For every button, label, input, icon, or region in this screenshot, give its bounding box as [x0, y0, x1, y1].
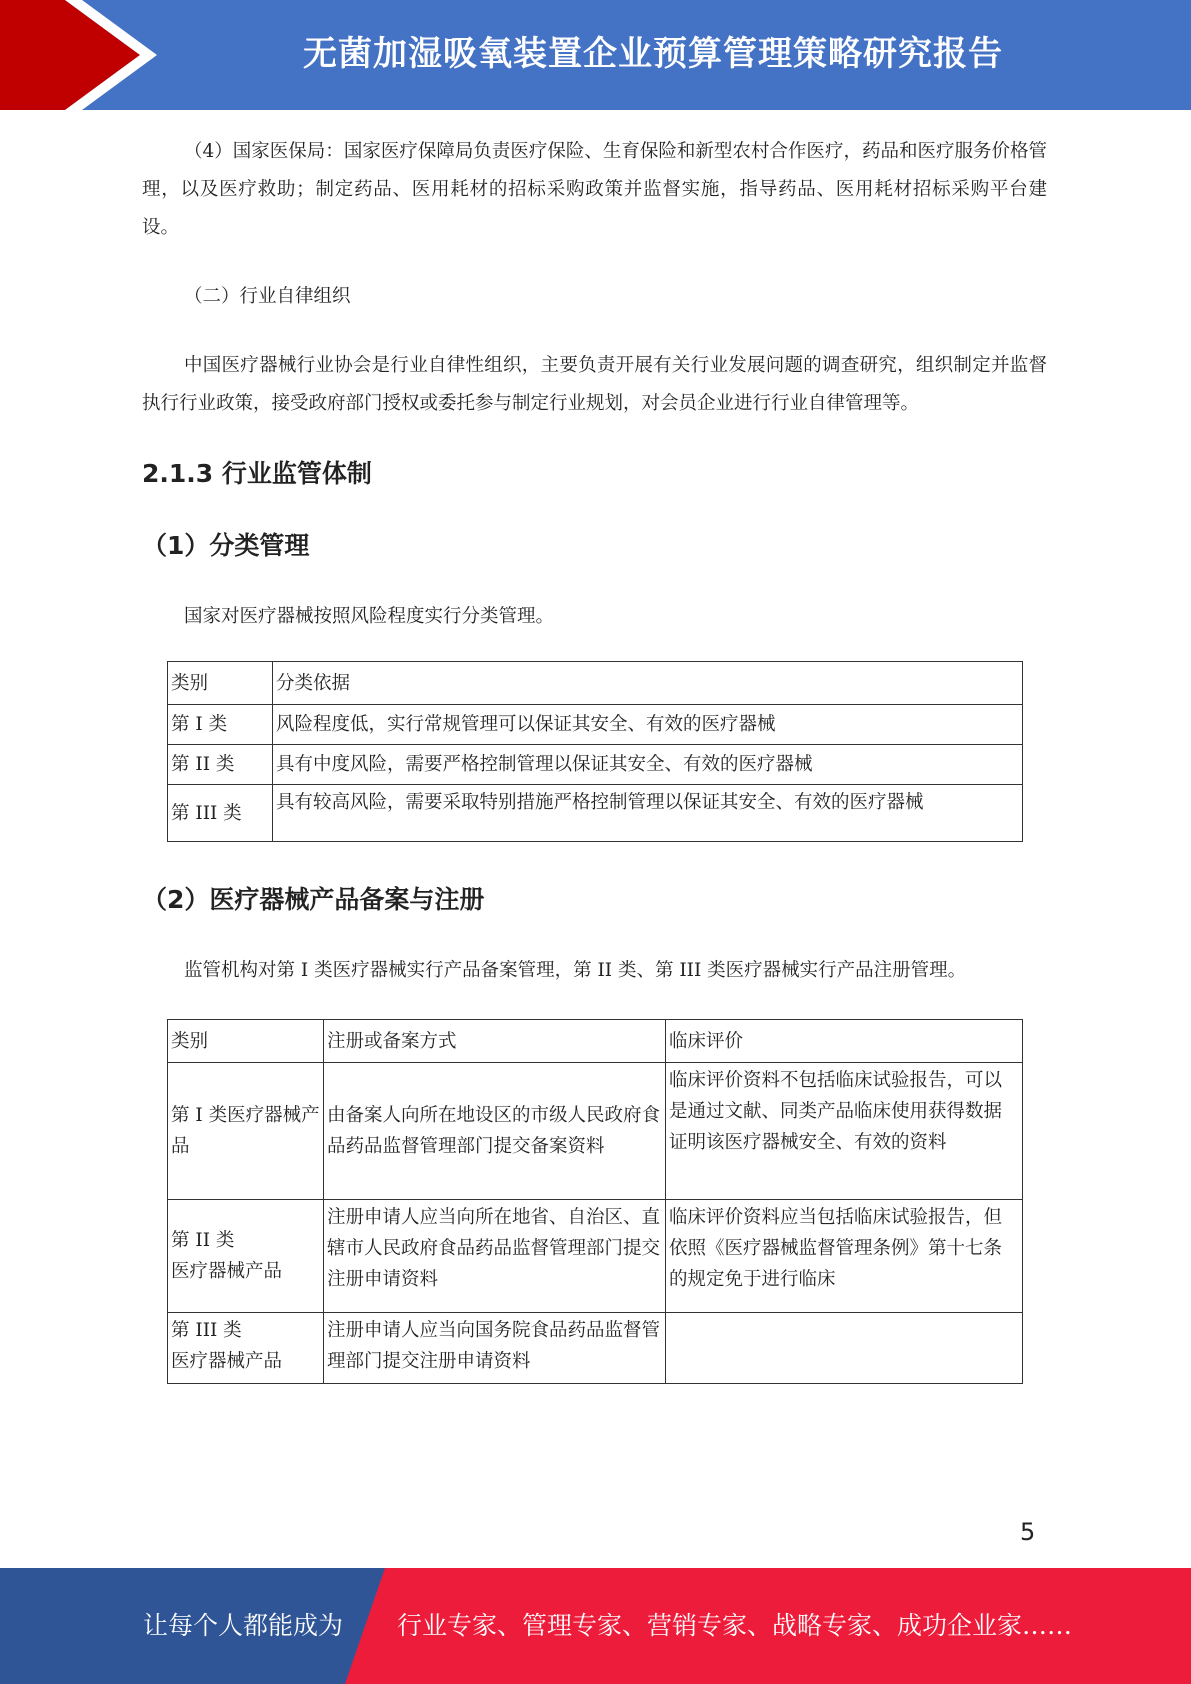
footer-slogan-left: 让每个人都能成为 [143, 1611, 344, 1640]
table-cell-class: 第 II 类 医疗器械产品 [168, 1200, 324, 1313]
table-row [168, 1063, 1023, 1200]
table-cell-clinical-evaluation: 临床评价资料不包括临床试验报告，可以是通过文献、同类产品临床使用获得数据证明该医疗器械安全、有效的资料 [666, 1063, 1023, 1200]
header-title: 无菌加湿吸氧装置企业预算管理策略研究报告 [303, 34, 1003, 74]
table-row [168, 1200, 1023, 1313]
header-chevron-decoration [0, 0, 160, 110]
registration-table [167, 1019, 1023, 1384]
table-cell-registration-method: 由备案人向所在地设区的市级人民政府食品药品监督管理部门提交备案资料 [324, 1063, 666, 1200]
table-row [168, 745, 1023, 785]
table-cell-class: 第 III 类 [168, 785, 273, 842]
table-row [168, 705, 1023, 745]
table-header-row [168, 1020, 1023, 1063]
table-header-cell: 分类依据 [273, 662, 1023, 705]
table-cell-class: 第 III 类 医疗器械产品 [168, 1313, 324, 1384]
table-header-cell: 临床评价 [666, 1020, 1023, 1063]
paragraph-national-healthcare-security: （4）国家医保局：国家医疗保障局负责医疗保险、生育保险和新型农村合作医疗，药品和医疗服务价格管理，以及医疗救助；制定药品、医用耗材的招标采购政策并监督实施，指导药品、医用耗材招标采购平台建设。 [142, 141, 1047, 238]
page-footer [0, 1568, 1191, 1684]
table-cell-class: 第 I 类医疗器械产品 [168, 1063, 324, 1200]
table-cell-basis: 具有较高风险，需要采取特别措施严格控制管理以保证其安全、有效的医疗器械 [273, 785, 1023, 842]
table-row [168, 1313, 1023, 1384]
section-heading-regulatory-system: 2.1.3 行业监管体制 [142, 459, 372, 488]
table-header-row [168, 662, 1023, 705]
paragraph-industry-association: 中国医疗器械行业协会是行业自律性组织，主要负责开展有关行业发展问题的调查研究，组织制定并监督执行行业政策，接受政府部门授权或委托参与制定行业规划，对会员企业进行行业自律管理等。 [142, 355, 1047, 414]
paragraph-registration-intro: 监管机构对第 I 类医疗器械实行产品备案管理，第 II 类、第 III 类医疗器械实行产品注册管理。 [184, 960, 967, 981]
table-row [168, 785, 1023, 842]
table-cell-registration-method: 注册申请人应当向国务院食品药品监督管理部门提交注册申请资料 [324, 1313, 666, 1384]
page-number: 5 [1020, 1518, 1036, 1546]
paragraph-classification-intro: 国家对医疗器械按照风险程度实行分类管理。 [184, 606, 555, 627]
report-body [142, 133, 1047, 1384]
table-cell-registration-method: 注册申请人应当向所在地省、自治区、直辖市人民政府食品药品监督管理部门提交注册申请资料 [324, 1200, 666, 1313]
table-cell-clinical-evaluation: 临床评价资料应当包括临床试验报告，但依照《医疗器械监督管理条例》第十七条的规定免于进行临床 [666, 1200, 1023, 1313]
subsection-heading-classification: （1）分类管理 [142, 531, 310, 560]
table-cell-basis: 具有中度风险，需要严格控制管理以保证其安全、有效的医疗器械 [273, 745, 1023, 785]
classification-table [167, 661, 1023, 842]
table-header-cell: 类别 [168, 662, 273, 705]
page-header [0, 0, 1191, 110]
table-cell-basis: 风险程度低，实行常规管理可以保证其安全、有效的医疗器械 [273, 705, 1023, 745]
table-cell-clinical-evaluation [666, 1313, 1023, 1384]
footer-slogan-right: 行业专家、管理专家、营销专家、战略专家、成功企业家…… [397, 1611, 1073, 1640]
table-cell-class: 第 I 类 [168, 705, 273, 745]
table-header-cell: 注册或备案方式 [324, 1020, 666, 1063]
subheading-self-regulatory-org: （二）行业自律组织 [184, 286, 351, 307]
table-cell-class: 第 II 类 [168, 745, 273, 785]
subsection-heading-registration: （2）医疗器械产品备案与注册 [142, 885, 485, 914]
table-header-cell: 类别 [168, 1020, 324, 1063]
